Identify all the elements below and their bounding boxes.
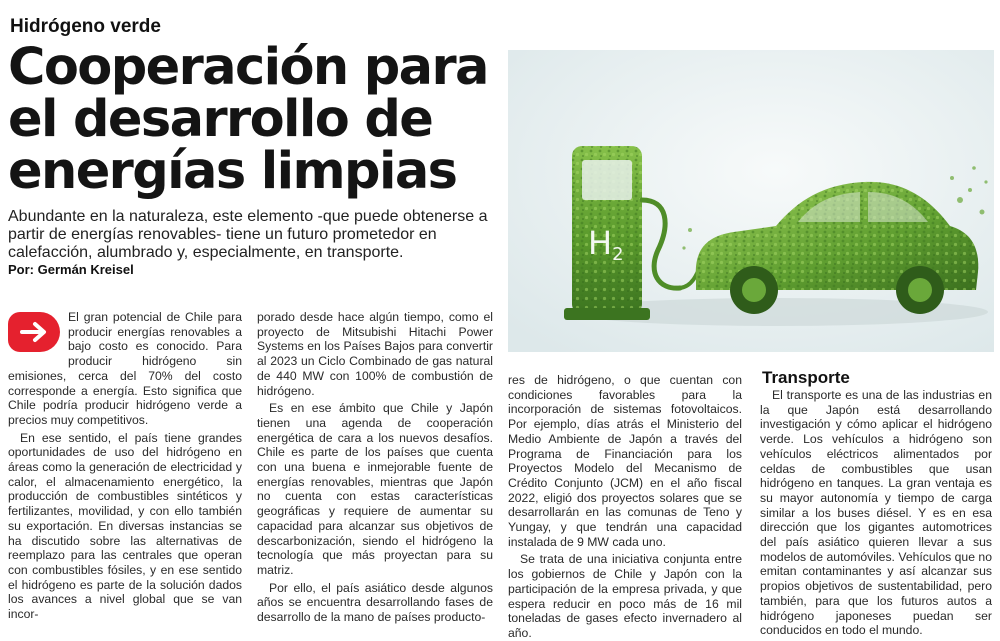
- body-column-2: [257, 310, 493, 625]
- hero-photo: [508, 50, 994, 352]
- column-1-paragraph-2: En ese sentido, el país tiene grandes oportunidades de uso del hidrógeno en áreas como la generación de electricidad y calor, el almacenamiento energético, la producción de combustibles sintéticos y fertilizantes, movilidad, y con ello también su exportación. En diversas instancias se ha discutido sobre las alternativas de reemplazo para las centrales que operan con combustibles fósiles, y en ese sentido el hidrógeno es parte de la solución dados los avances a nivel global que se van incor-: [8, 430, 242, 622]
- headline-line-2: el desarrollo de: [8, 90, 433, 149]
- column-2-paragraph-2: Es en ese ámbito que Chile y Japón tienen una agenda de cooperación energética de cara a los nuevos desafíos. Chile es parte de los países que cuenta con una buena e inmejorable fuente de energías renovables, mientras que Japón no cuenta con estas características geográficas y requiere de aumentar su capacidad para alcanzar sus objetivos de descarbonización, siendo el hidrógeno la tecnología que más proyectan para su matriz.: [257, 401, 493, 577]
- column-1-paragraph-1: El gran potencial de Chile para producir energías renovables a bajo costo es conocido. Para producir hidrógeno sin emisiones, cerca del 70% del costo corresponde a energía. Esto significa que Chile podría producir hidrógeno verde a precios muy competitivos.: [8, 310, 242, 427]
- h2-label: H2: [588, 224, 624, 265]
- column-2-paragraph-1: porado desde hace algún tiempo, como el proyecto de Mitsubishi Hitachi Power Systems en los Países Bajos para convertir al 2023 un Ciclo Combinado de gas natural de 440 MW con 100% de combustión de hidrógeno.: [257, 310, 493, 398]
- column-3-paragraph-1: res de hidrógeno, o que cuentan con condiciones favorables para la incorporación de sistemas fotovoltaicos. Por ejemplo, días atrás el Ministerio del Medio Ambiente de Japón a través del Programa de Financiación para los Proyectos Modelo del Mecanismo de Crédito Conjunto (JCM) en el año fiscal 2022, eligió dos proyectos solares que se desarrollarán en las comunas de Teno y Yungay, y que tendrán una capacidad instalada de 9 MW cada uno.: [508, 373, 742, 549]
- lead-paragraph: Abundante en la naturaleza, este elemento -que puede obtenerse a partir de energías renovables- tiene un futuro prometedor en calefacción, alumbrado y, especialmente, en transporte.: [8, 208, 488, 261]
- body-column-3: [508, 373, 742, 641]
- column-3-paragraph-2: Se trata de una iniciativa conjunta entre los gobiernos de Chile y Japón con la participación de la empresa privada, y que espera reducir en poco más de 16 mil toneladas de gases efecto invernadero al año.: [508, 552, 742, 640]
- section-tag: Hidrógeno verde: [10, 16, 161, 37]
- column-2-paragraph-3: Por ello, el país asiático desde algunos años se encuentra desarrollando fases de desarrollo de la mano de países producto-: [257, 580, 493, 625]
- byline: Por: Germán Kreisel: [8, 262, 134, 277]
- subhead-transporte: Transporte: [762, 368, 850, 387]
- headline: [8, 38, 508, 201]
- headline-line-3: energías limpias: [8, 142, 457, 201]
- column-4-paragraph-1: El transporte es una de las industrias en la que Japón está desarrollando investigación y cómo aplicar el hidrógeno verde. Los vehículos a hidrógeno son vehículos eléctricos alimentados por celdas de combustibles que usan hidrógeno en tanques. La gran ventaja es su mayor autonomía y tiempo de carga similar a los buses diésel. Y es en esa dirección que los gigantes automotrices del país asiático quieren llevar a sus modelos de automóviles. Vehículos que no emitan contaminantes y así alcanzar sus propios objetivos de sustentabilidad, pero también, para que los futuros autos a hidrógeno japoneses puedan ser conducidos en todo el mundo.: [760, 388, 992, 638]
- body-column-4: [760, 388, 992, 638]
- headline-line-1: Cooperación para: [8, 38, 488, 97]
- hydrogen-car-illustration: [508, 50, 994, 352]
- body-column-1: [8, 310, 242, 622]
- arrow-right-icon: [8, 312, 60, 352]
